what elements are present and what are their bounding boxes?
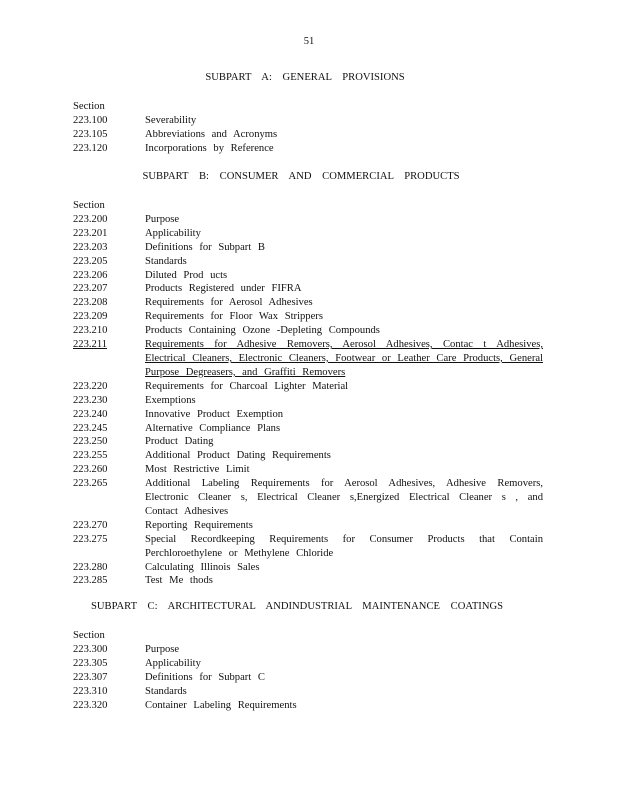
section-title: Definitions for Subpart C (145, 671, 265, 683)
table-row (73, 213, 543, 227)
table-row (73, 643, 543, 657)
section-number: 223.211 (73, 339, 108, 351)
section-title: Calculating Illinois Sales (145, 561, 260, 573)
section-title: Test Me thods (145, 575, 213, 587)
section-number: 223.100 (73, 114, 108, 126)
section-title: Reporting Requirements (145, 519, 253, 531)
section-title: Requirements for Floor Wax Strippers (145, 311, 323, 323)
section-number: 223.270 (73, 519, 108, 531)
section-label: Section (73, 630, 105, 641)
table-row (73, 657, 543, 671)
section-number: 223.265 (73, 478, 108, 490)
table-row (73, 699, 543, 713)
section-title: Product Dating (145, 436, 214, 448)
section-title: Requirements for Aerosol Adhesives (145, 297, 313, 309)
section-number: 223.200 (73, 213, 108, 225)
section-title: Applicability (145, 657, 201, 669)
section-label: Section (73, 101, 105, 112)
section-title: Container Labeling Requirements (145, 699, 297, 711)
section-number: 223.300 (73, 643, 108, 655)
table-row (73, 380, 543, 394)
table-row (73, 282, 543, 296)
table-row (73, 463, 543, 477)
section-number: 223.203 (73, 241, 108, 253)
section-title: Requirements for Adhesive Removers, Aerosol Adhesives, Contac t Adhesives, Electrical Cleaners, Electronic Cleaners, Footwear or Leather Care Products, General Purpose Degreasers, and Graffiti Removers (145, 339, 543, 378)
table-row (73, 477, 543, 519)
table-row (73, 269, 543, 283)
table-row (73, 408, 543, 422)
subpart-a-heading: SUBPART A: GENERAL PROVISIONS (205, 72, 405, 83)
section-title: Severability (145, 114, 197, 126)
section-title: Abbreviations and Acronyms (145, 128, 278, 140)
section-number: 223.285 (73, 575, 108, 587)
section-number: 223.310 (73, 685, 108, 697)
section-title: Definitions for Subpart B (145, 241, 265, 253)
table-row (73, 338, 543, 380)
section-number: 223.120 (73, 142, 108, 154)
table-row (73, 310, 543, 324)
section-number: 223.250 (73, 436, 108, 448)
table-row (73, 449, 543, 463)
section-title: Standards (145, 255, 187, 267)
section-number: 223.320 (73, 699, 108, 711)
subpart-c-sections (73, 629, 543, 712)
section-title: Purpose (145, 643, 180, 655)
section-title: Diluted Prod ucts (145, 269, 228, 281)
section-title: Most Restrictive Limit (145, 464, 250, 476)
table-row (73, 671, 543, 685)
section-number: 223.275 (73, 533, 108, 545)
section-number: 223.255 (73, 450, 108, 462)
table-row (73, 561, 543, 575)
section-number: 223.210 (73, 325, 108, 337)
section-title: Purpose (145, 213, 180, 225)
section-title: Requirements for Charcoal Lighter Material (145, 380, 349, 392)
table-row (73, 142, 543, 156)
subpart-c-heading: SUBPART C: ARCHITECTURAL ANDINDUSTRIAL MAINTENANCE COATINGS (90, 601, 504, 612)
table-row (73, 296, 543, 310)
section-label: Section (73, 200, 105, 211)
section-number: 223.307 (73, 671, 108, 683)
section-title: Standards (145, 685, 187, 697)
section-number: 223.305 (73, 657, 108, 669)
section-number: 223.208 (73, 297, 108, 309)
table-row (73, 324, 543, 338)
subpart-b-sections (73, 199, 543, 588)
section-number: 223.245 (73, 422, 108, 434)
table-row (73, 422, 543, 436)
subpart-a-sections (73, 100, 543, 156)
table-row (73, 128, 543, 142)
section-number: 223.220 (73, 380, 108, 392)
table-row (73, 114, 543, 128)
section-number: 223.280 (73, 561, 108, 573)
section-title: Special Recordkeeping Requirements for Consumer Products that Contain Perchloroethylene or Methylene Chloride (145, 533, 543, 559)
section-title: Products Registered under FIFRA (145, 283, 302, 295)
section-number: 223.260 (73, 464, 108, 476)
section-title: Incorporations by Reference (145, 142, 274, 154)
table-row (73, 227, 543, 241)
section-title: Innovative Product Exemption (145, 408, 284, 420)
section-title: Additional Product Dating Requirements (145, 450, 331, 462)
table-row (73, 685, 543, 699)
section-title: Products Containing Ozone -Depleting Compounds (145, 325, 380, 337)
table-row (73, 435, 543, 449)
section-number: 223.201 (73, 227, 108, 239)
table-row (73, 574, 543, 588)
section-title: Applicability (145, 227, 201, 239)
section-title: Alternative Compliance Plans (145, 422, 281, 434)
table-row (73, 519, 543, 533)
section-title: Exemptions (145, 394, 196, 406)
table-row (73, 241, 543, 255)
section-number: 223.240 (73, 408, 108, 420)
section-number: 223.209 (73, 311, 108, 323)
section-title: Additional Labeling Requirements for Aerosol Adhesives, Adhesive Removers, Electronic Cleaner s, Electrical Cleaner s,Energized Electrical Cleaner s , and Contact Adhesives (145, 478, 543, 517)
subpart-b-heading: SUBPART B: CONSUMER AND COMMERCIAL PRODUCTS (142, 171, 460, 182)
section-number: 223.206 (73, 269, 108, 281)
section-number: 223.207 (73, 283, 108, 295)
section-number: 223.105 (73, 128, 108, 140)
page-number: 51 (303, 36, 315, 47)
table-row (73, 255, 543, 269)
section-number: 223.205 (73, 255, 108, 267)
section-number: 223.230 (73, 394, 108, 406)
table-row (73, 394, 543, 408)
table-row (73, 533, 543, 561)
